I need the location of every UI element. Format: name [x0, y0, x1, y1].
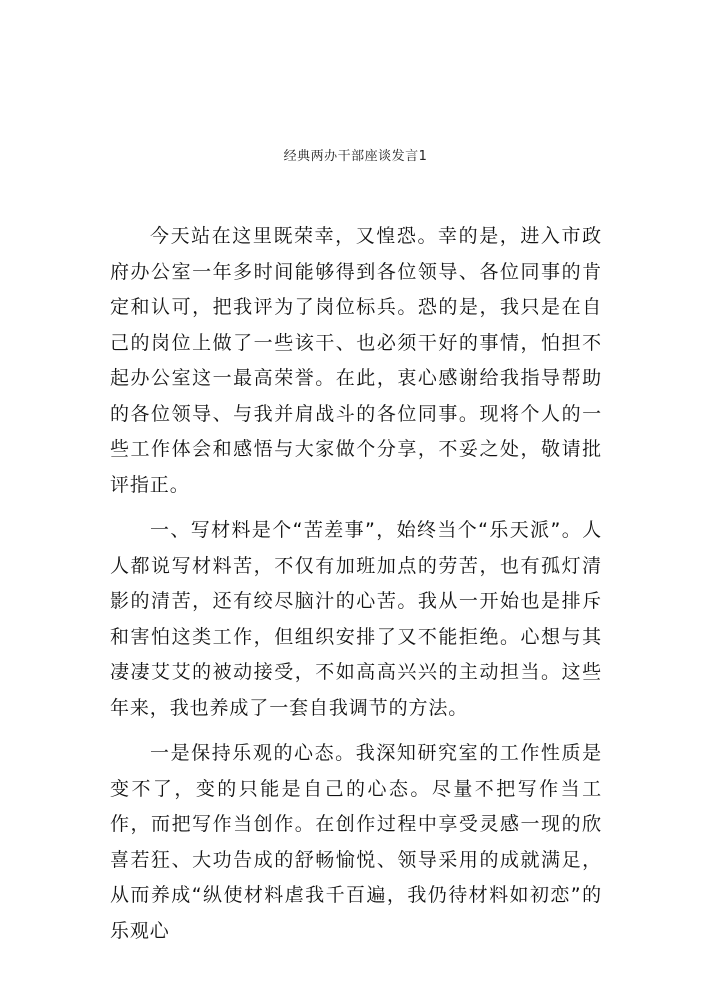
paragraph-intro: 今天站在这里既荣幸，又惶恐。幸的是，进入市政府办公室一年多时间能够得到各位领导、各位同事的肯定和认可，把我评为了岗位标兵。恐的是，我只是在自己的岗位上做了一些该干、也必须干好的事情，怕担不起办公室这一最高荣誉。在此，衷心感谢给我指导帮助的各位领导、与我并肩战斗的各位同事。现将个人的一些工作体会和感悟与大家做个分享，不妥之处，敬请批评指正。 [110, 225, 602, 496]
document-title: 经典两办干部座谈发言1 [283, 149, 428, 164]
document-body [110, 219, 602, 949]
paragraph-section-one: 一、写材料是个“苦差事”，始终当个“乐天派”。人人都说写材料苦，不仅有加班加点的劳苦，也有孤灯清影的清苦，还有绞尽脑汁的心苦。我从一开始也是排斥和害怕这类工作，但组织安排了又不能拒绝。心想与其凄凄艾艾的被动接受，不如高高兴兴的主动担当。这些年来，我也养成了一套自我调节的方法。 [110, 519, 602, 719]
paragraph-point-one: 一是保持乐观的心态。我深知研究室的工作性质是变不了，变的只能是自己的心态。尽量不把写作当工作，而把写作当创作。在创作过程中享受灵感一现的欣喜若狂、大功告成的舒畅愉悦、领导采用的成就满足，从而养成“纵使材料虐我千百遍，我仍待材料如初恋”的乐观心 [110, 742, 602, 942]
